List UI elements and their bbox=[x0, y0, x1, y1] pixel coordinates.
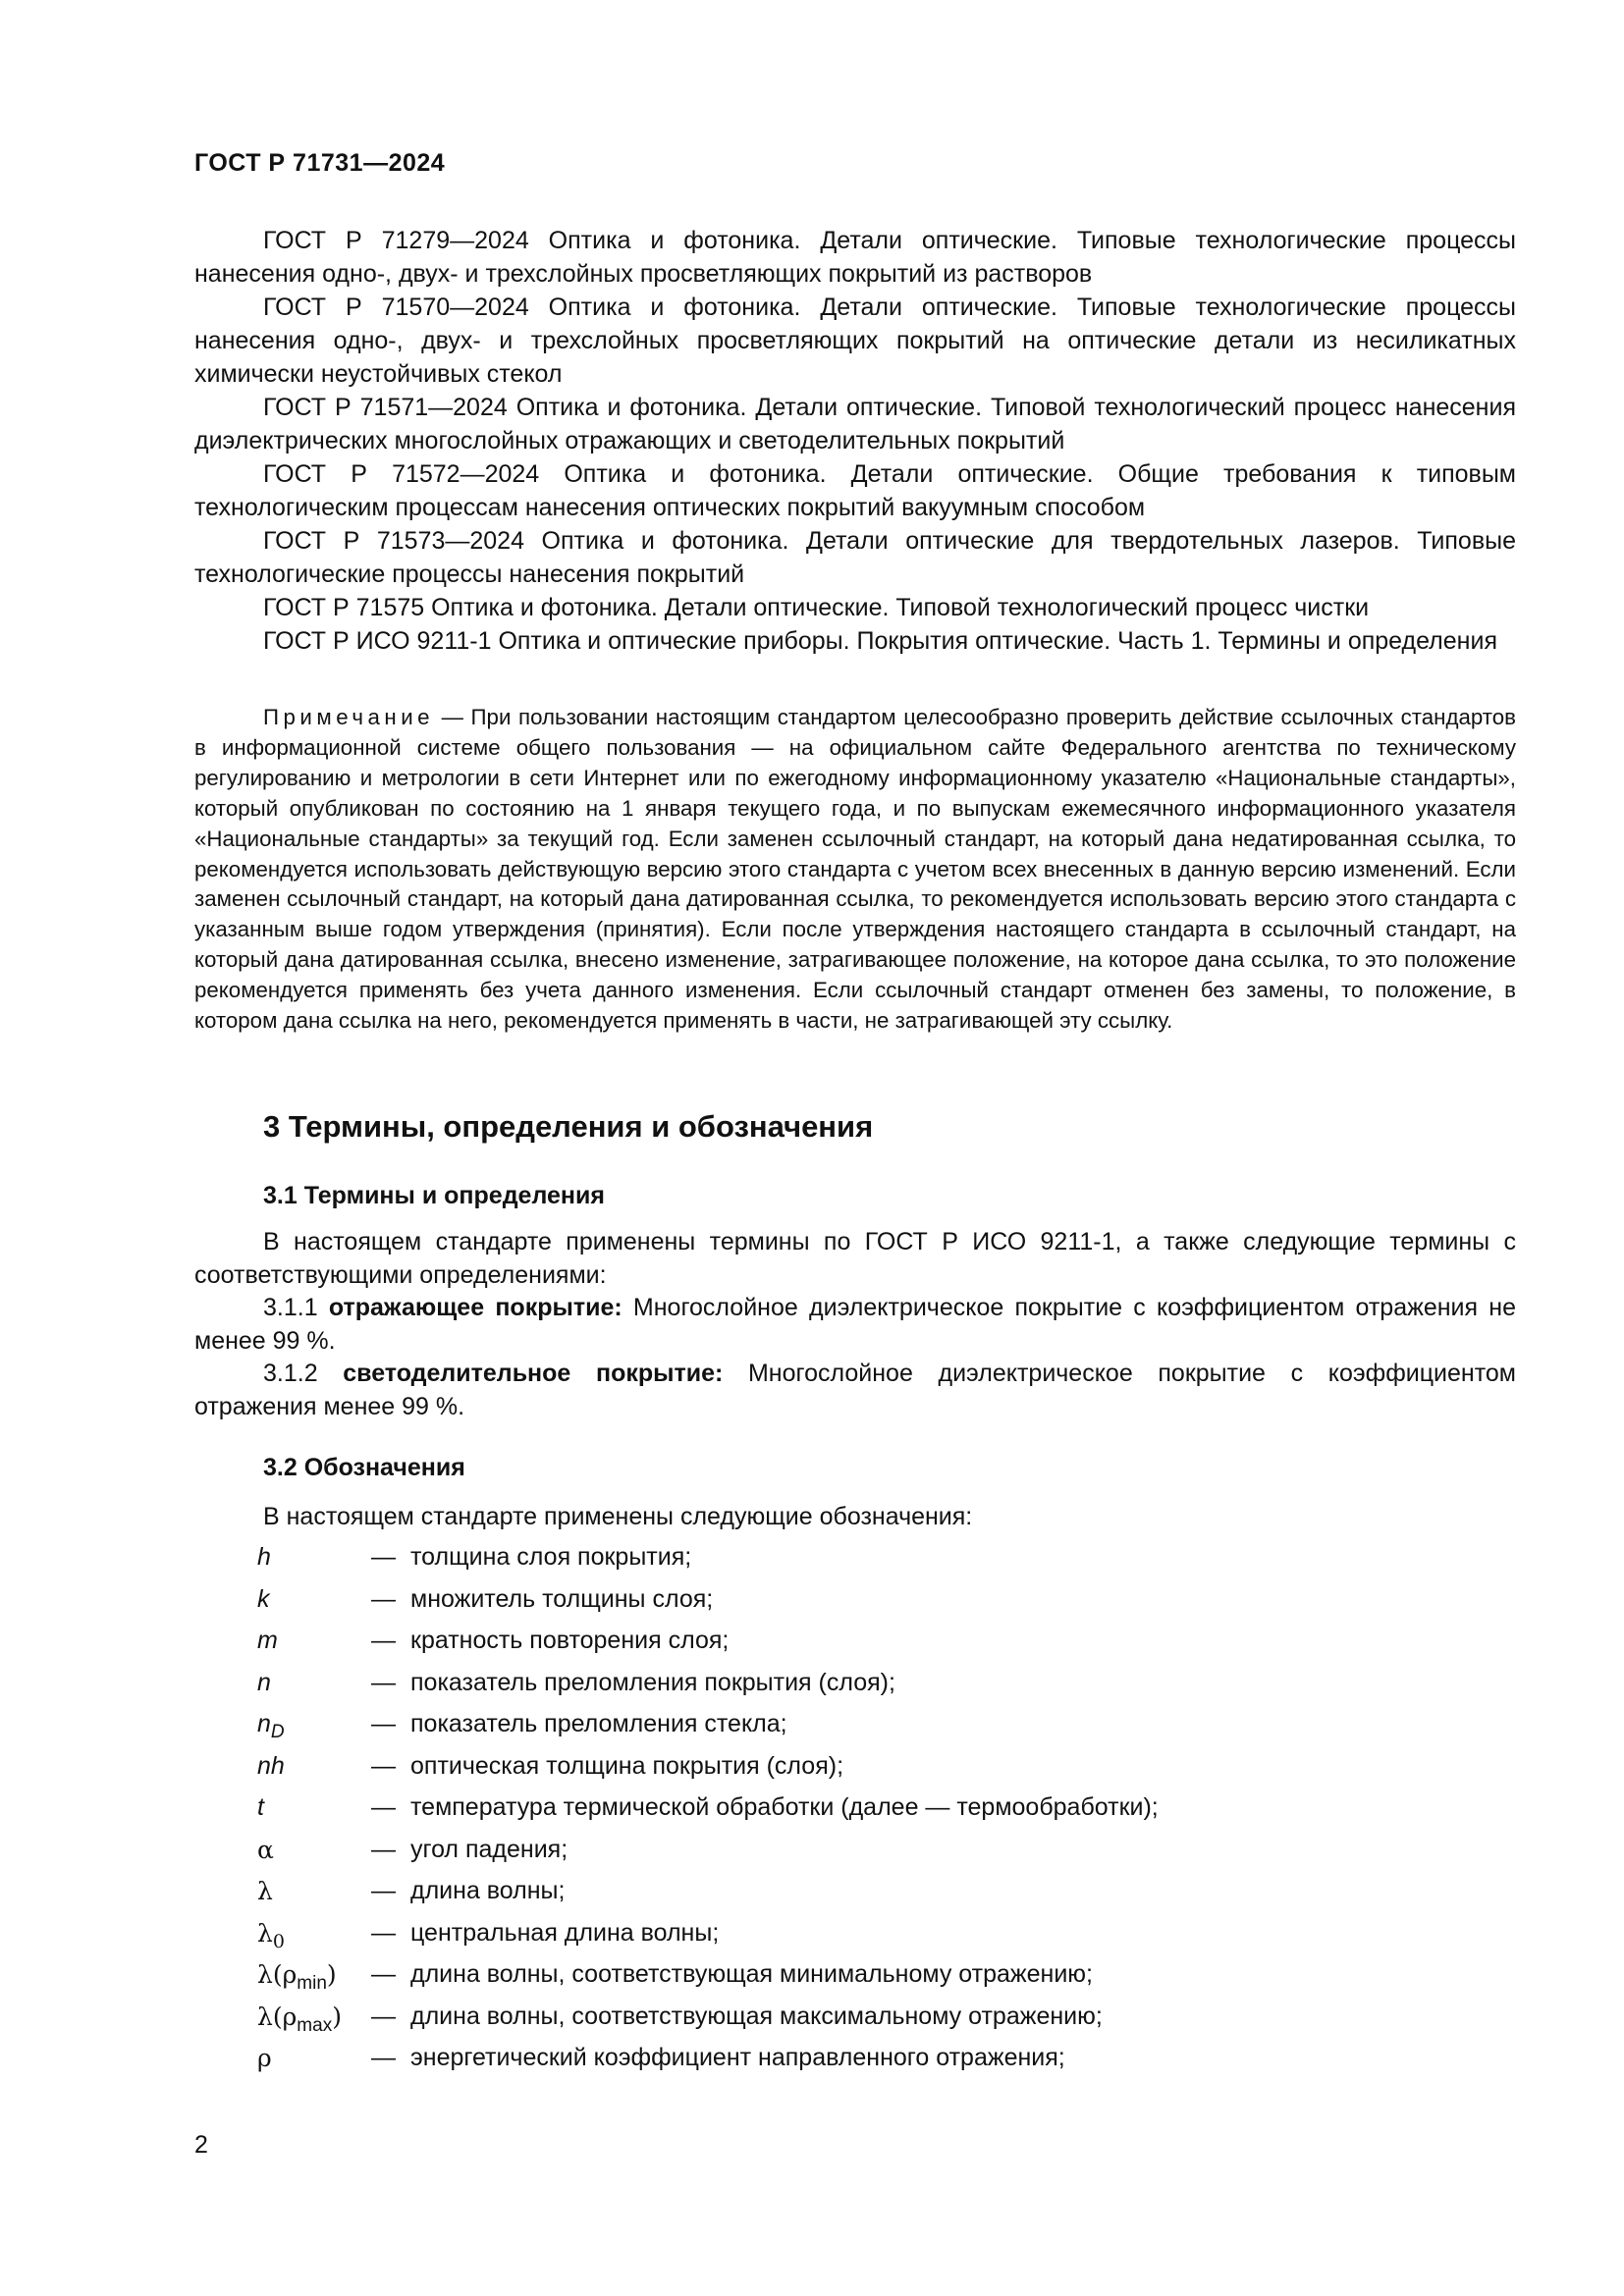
symbol: nh bbox=[257, 1751, 285, 1780]
symbol-description: энергетический коэффициент направленного отражения; bbox=[410, 2044, 1065, 2071]
symbol-description: множитель толщины слоя; bbox=[410, 1584, 714, 1613]
symbol: α bbox=[257, 1835, 274, 1864]
reference-item: ГОСТ Р 71279—2024 Оптика и фотоника. Детали оптические. Типовые технологические процессы нанесения одно-, двух- и трехслойных просветляющих покрытий из растворов bbox=[194, 227, 1516, 288]
dash: — bbox=[371, 2044, 396, 2071]
symbol-description: температура термической обработки (далее — термообработки); bbox=[410, 1793, 1159, 1821]
symbol-description: длина волны; bbox=[410, 1877, 566, 1904]
note-paragraph bbox=[194, 703, 1516, 1037]
reference-item: ГОСТ Р 71570—2024 Оптика и фотоника. Детали оптические. Типовые технологические процессы нанесения одно-, двух- и трехслойных просветляющих покрытий на оптические детали из несиликатных химически неустойчивых стекол bbox=[194, 294, 1516, 388]
page-number: 2 bbox=[194, 2131, 208, 2159]
dash: — bbox=[371, 2002, 396, 2030]
symbol: $n_D$ bbox=[257, 1710, 285, 1742]
symbol-description: толщина слоя покрытия; bbox=[410, 1543, 692, 1571]
symbol: $\lambda(\rho_{max})$ bbox=[257, 2002, 342, 2036]
symbol: $\lambda_0$ bbox=[257, 1918, 285, 1952]
symbol-description: угол падения; bbox=[410, 1835, 568, 1863]
subsection-heading-terms: 3.1 Термины и определения bbox=[263, 1182, 605, 1209]
symbol-description: длина волны, соответствующая минимальному отражению; bbox=[410, 1960, 1093, 1988]
dash: — bbox=[371, 1877, 396, 1904]
dash: — bbox=[371, 1543, 396, 1571]
term-number: 3.1.1 bbox=[263, 1294, 318, 1322]
term-name: светоделительное покрытие: bbox=[343, 1360, 724, 1388]
term-entry bbox=[194, 1358, 1516, 1423]
dash: — bbox=[371, 1710, 396, 1737]
document-code-header: ГОСТ Р 71731—2024 bbox=[194, 149, 446, 177]
term-entry bbox=[194, 1292, 1516, 1358]
reference-item: ГОСТ Р 71573—2024 Оптика и фотоника. Детали оптические для твердотельных лазеров. Типовые технологические процессы нанесения покрытий bbox=[194, 527, 1516, 588]
symbol-description: показатель преломления покрытия (слоя); bbox=[410, 1668, 895, 1696]
dash: — bbox=[371, 1668, 396, 1696]
note-text: — При пользовании настоящим стандартом целесообразно проверить действие ссылочных стандартов в информационной системе общего пользования — на официальном сайте Федерального агентства по техническому регулированию и метрологии в сети Интернет или по ежегодному информационному указателю «Национальные стандарты», который опубликован по состоянию на 1 января текущего года, и по выпускам ежемесячного информационного указателя «Национальные стандарты» за текущий год. Если заменен ссылочный стандарт, на который дана недатированная ссылка, то рекомендуется использовать действующую версию этого стандарта с учетом всех внесенных в данную версию изменений. Если заменен ссылочный стандарт, на который дана датированная ссылка, то рекомендуется использовать версию этого стандарта с указанным выше годом утверждения (принятия). Если после утверждения настоящего стандарта в ссылочный стандарт, на который дана датированная ссылка, внесено изменение, затрагивающее положение, на которое дана ссылка, то это положение рекомендуется применять без учета данного изменения. Если ссылочный стандарт отменен без замены, то положение, в котором дана ссылка на него, рекомендуется применять в части, не затрагивающей эту ссылку. bbox=[194, 705, 1516, 1034]
symbol: m bbox=[257, 1627, 278, 1654]
term-number: 3.1.2 bbox=[263, 1360, 318, 1388]
symbol: λ bbox=[257, 1877, 273, 1905]
dash: — bbox=[371, 1835, 396, 1863]
symbol-description: кратность повторения слоя; bbox=[410, 1627, 730, 1654]
symbol-description: длина волны, соответствующая максимальному отражению; bbox=[410, 2002, 1103, 2030]
symbol: n bbox=[257, 1668, 271, 1696]
terms-intro: В настоящем стандарте применены термины по ГОСТ Р ИСО 9211-1, а также следующие термины с соответствующими определениями: bbox=[194, 1228, 1516, 1289]
symbol: h bbox=[257, 1543, 271, 1571]
dash: — bbox=[371, 1751, 396, 1780]
term-definition: Многослойное диэлектрическое покрытие с коэффициентом отражения менее 99 %. bbox=[194, 1360, 1516, 1420]
symbols-intro: В настоящем стандарте применены следующие обозначения: bbox=[263, 1503, 973, 1530]
symbol: ρ bbox=[257, 2044, 272, 2072]
dash: — bbox=[371, 1584, 396, 1613]
normative-references bbox=[194, 224, 1516, 658]
reference-item: ГОСТ Р ИСО 9211-1 Оптика и оптические приборы. Покрытия оптические. Часть 1. Термины и определения bbox=[263, 627, 1497, 655]
subsection-heading-symbols: 3.2 Обозначения bbox=[263, 1454, 465, 1481]
symbol: t bbox=[257, 1793, 264, 1821]
symbol-description: центральная длина волны; bbox=[410, 1918, 720, 1947]
reference-item: ГОСТ Р 71571—2024 Оптика и фотоника. Детали оптические. Типовой технологический процесс нанесения диэлектрических многослойных отражающих и светоделительных покрытий bbox=[194, 394, 1516, 454]
symbol-description: оптическая толщина покрытия (слоя); bbox=[410, 1751, 844, 1780]
symbol: $\lambda(\rho_{min})$ bbox=[257, 1960, 337, 1994]
term-definition: Многослойное диэлектрическое покрытие с коэффициентом отражения не менее 99 %. bbox=[194, 1294, 1516, 1355]
symbol-description: показатель преломления стекла; bbox=[410, 1710, 787, 1737]
dash: — bbox=[371, 1793, 396, 1821]
dash: — bbox=[371, 1627, 396, 1654]
dash: — bbox=[371, 1918, 396, 1947]
section-heading: 3 Термины, определения и обозначения bbox=[263, 1109, 874, 1144]
symbol: k bbox=[257, 1584, 270, 1613]
note-label: Примечание bbox=[263, 705, 435, 729]
term-name: отражающее покрытие: bbox=[328, 1294, 623, 1322]
reference-item: ГОСТ Р 71575 Оптика и фотоника. Детали оптические. Типовой технологический процесс чистки bbox=[263, 594, 1370, 621]
reference-item: ГОСТ Р 71572—2024 Оптика и фотоника. Детали оптические. Общие требования к типовым технологическим процессам нанесения оптических покрытий вакуумным способом bbox=[194, 460, 1516, 521]
terms-block bbox=[194, 1226, 1516, 1424]
dash: — bbox=[371, 1960, 396, 1988]
